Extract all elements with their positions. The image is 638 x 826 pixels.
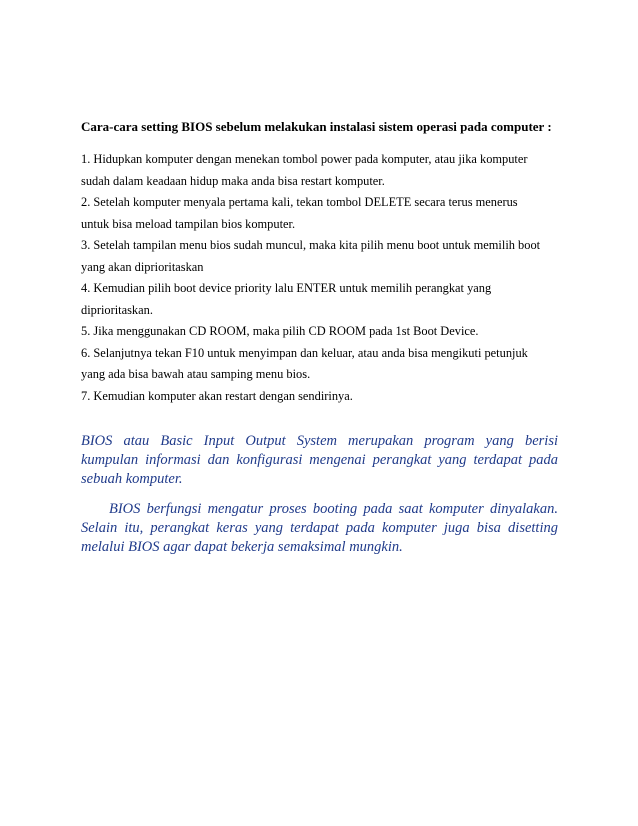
step-line: 5. Jika menggunakan CD ROOM, maka pilih CD ROOM pada 1st Boot Device. [81, 324, 479, 338]
step-line: yang ada bisa bawah atau samping menu bios. [81, 367, 311, 381]
step-line: untuk bisa meload tampilan bios komputer. [81, 216, 296, 231]
paragraph-line: sebuah komputer. [81, 471, 183, 487]
step-line: sudah dalam keadaan hidup maka anda bisa restart komputer. [81, 173, 385, 188]
step-line: yang akan diprioritaskan [81, 259, 204, 274]
bios-definition-paragraph [81, 432, 558, 489]
step-line: 6. Selanjutnya tekan F10 untuk menyimpan dan keluar, atau anda bisa mengikuti petunjuk [81, 345, 528, 360]
paragraph-line: kumpulan informasi dan konfigurasi mengenai perangkat yang terdapat pada [81, 452, 558, 468]
step-line: 1. Hidupkan komputer dengan menekan tombol power pada komputer, atau jika komputer [81, 152, 528, 166]
paragraph-line: BIOS berfungsi mengatur proses booting pada saat komputer dinyalakan. [109, 501, 558, 517]
step-line: diprioritaskan. [81, 302, 153, 317]
paragraph-line: melalui BIOS agar dapat bekerja semaksimal mungkin. [81, 539, 403, 555]
step-line: 3. Setelah tampilan menu bios sudah muncul, maka kita pilih menu boot untuk memilih boot [81, 238, 541, 252]
paragraph-line: Selain itu, perangkat keras yang terdapat pada komputer juga bisa disetting [81, 520, 558, 536]
paragraph-line: BIOS atau Basic Input Output System merupakan program yang berisi [81, 433, 558, 449]
step-line: 7. Kemudian komputer akan restart dengan sendirinya. [81, 388, 353, 403]
document-heading: Cara-cara setting BIOS sebelum melakukan instalasi sistem operasi pada computer : [81, 119, 552, 134]
bios-function-paragraph [81, 500, 558, 557]
step-line: 4. Kemudian pilih boot device priority lalu ENTER untuk memilih perangkat yang [81, 281, 492, 295]
step-line: 2. Setelah komputer menyala pertama kali, tekan tombol DELETE secara terus menerus [81, 195, 518, 209]
